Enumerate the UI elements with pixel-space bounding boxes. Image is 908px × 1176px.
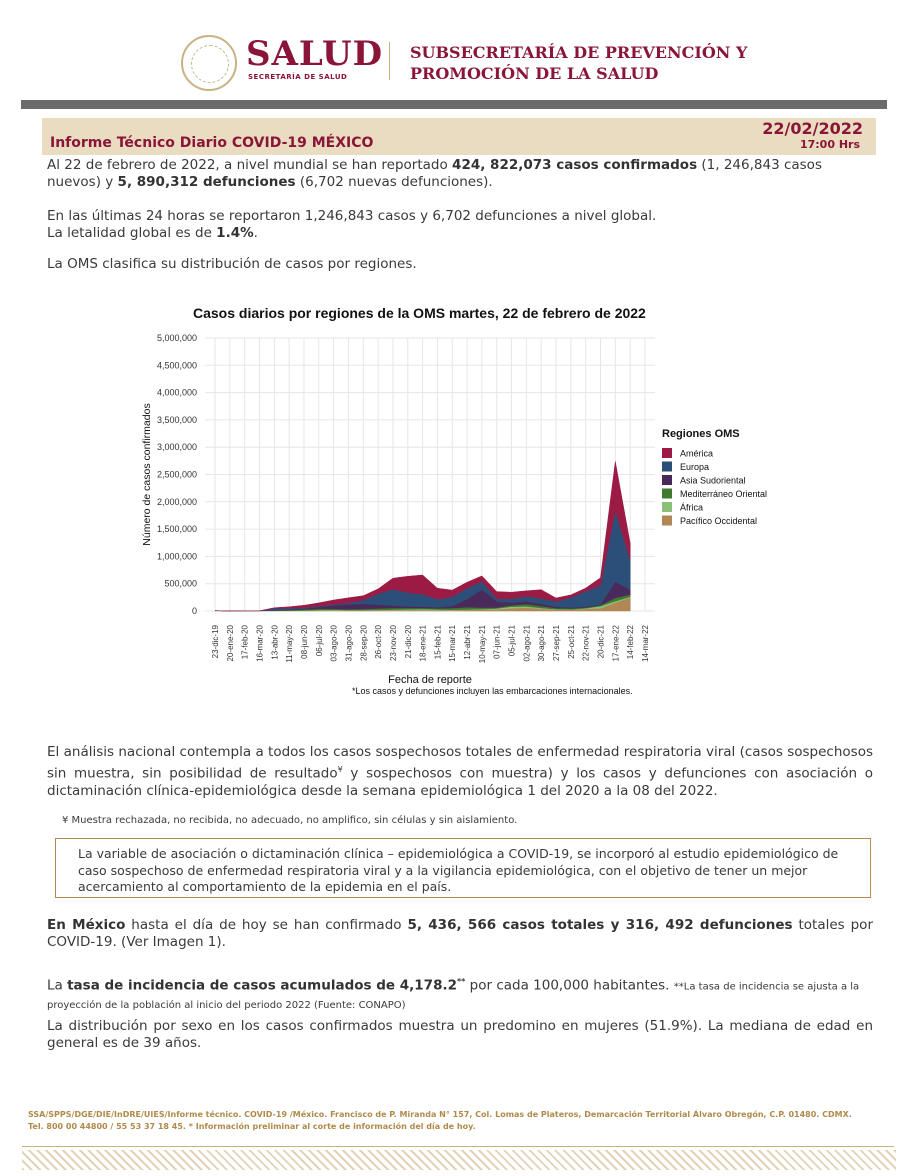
- x-tick-label: 14-mar-22: [641, 625, 650, 662]
- x-tick-label: 15-feb-21: [433, 625, 443, 660]
- legend-swatch: [662, 475, 672, 485]
- header-bar: [21, 100, 887, 109]
- national-analysis-paragraph: El análisis nacional contempla a todos los casos sospechosos totales de enfermedad respiratoria viral (casos sospechosos sin muestra, sin posibilidad de resultado¥ y sospechosos con muestra) y los casos y defunciones con asociación o dictaminación clínica-epidemiológica desde la semana epidemiológica 1 del 2020 a la 08 del 2022.: [47, 744, 874, 799]
- incidence-rate-paragraph: La tasa de incidencia de casos acumulados de 4,178.2** por cada 100,000 habitantes. **La tasa de incidencia se ajusta a la proyección de la población al inicio del periodo 2022 (Fuente: CONAPO): [47, 977, 860, 1011]
- brand-subtitle: SECRETARÍA DE SALUD: [248, 73, 348, 81]
- oms-regions-paragraph: La OMS clasifica su distribución de casos por regiones.: [47, 256, 417, 272]
- x-tick-label: 20-ene-20: [225, 625, 235, 662]
- x-tick-label: 05-jul-21: [507, 625, 517, 657]
- page-footer: [28, 1109, 852, 1133]
- subsecretaria-line-2: PROMOCIÓN DE LA SALUD: [410, 64, 659, 83]
- x-tick-label: 13-abr-20: [270, 625, 280, 660]
- x-tick-label: 27-sep-21: [552, 625, 562, 662]
- mexico-totals-paragraph: En México hasta el día de hoy se han confirmado 5, 436, 566 casos totales y 316, 492 defunciones totales por COVID-19. (Ver Imagen 1).: [47, 917, 873, 950]
- sex-distribution-paragraph: La distribución por sexo en los casos confirmados muestra un predomino en mujeres (51.9%). La mediana de edad en general es de 39 años.: [47, 1018, 873, 1051]
- y-tick-label: 2,000,000: [156, 496, 197, 507]
- y-tick-label: 1,500,000: [156, 524, 197, 535]
- y-tick-label: 0: [191, 606, 197, 616]
- subsecretaria-title: [410, 42, 747, 84]
- footer-line-2: Tel. 800 00 44800 / 55 53 37 18 45. * Información preliminar al corte de información del día de hoy.: [28, 1122, 476, 1131]
- x-tick-label: 30-ago-21: [537, 625, 547, 662]
- x-tick-label: 14-feb-22: [626, 625, 636, 660]
- x-tick-label: 06-jul-20: [314, 625, 324, 657]
- legend-label: Asia Sudoriental: [680, 475, 746, 486]
- x-tick-label: 20-dic-21: [596, 625, 606, 659]
- clinical-association-box: [55, 838, 871, 898]
- global-summary-paragraph: Al 22 de febrero de 2022, a nivel mundial se han reportado 424, 822,073 casos confirmados (1, 246,843 casos nuevos) y 5, 890,312 defunciones (6,702 nuevas defunciones).: [47, 157, 822, 190]
- x-tick-label: 18-ene-21: [418, 625, 428, 662]
- x-tick-label: 21-dic-20: [403, 625, 413, 659]
- y-tick-label: 2,500,000: [156, 469, 197, 480]
- x-tick-label: 16-mar-20: [255, 625, 265, 662]
- y-tick-label: 500,000: [164, 578, 197, 589]
- y-tick-label: 5,000,000: [156, 333, 197, 343]
- y-tick-label: 1,000,000: [156, 551, 197, 562]
- chart-note: *Los casos y defunciones incluyen las embarcaciones internacionales.: [352, 686, 633, 696]
- chart-title: Casos diarios por regiones de la OMS martes, 22 de febrero de 2022: [193, 305, 646, 321]
- legend-swatch: [662, 489, 672, 499]
- x-tick-label: 17-feb-20: [240, 625, 250, 660]
- x-tick-label: 03-ago-20: [329, 625, 339, 662]
- x-tick-label: 17-ene-22: [611, 625, 621, 662]
- footer-decorative-pattern: [22, 1150, 896, 1170]
- clinical-association-text: La variable de asociación o dictaminación clínica – epidemiológica a COVID-19, se incorporó al estudio epidemiológico de caso sospechoso de enfermedad respiratoria viral y a la vigilancia epidemiológica, con el objetivo de tener un mejor acercamiento al comportamiento de la epidemia en el país.: [78, 846, 839, 894]
- header-divider: [389, 42, 390, 80]
- page-header: [0, 0, 908, 100]
- y-axis-title: Número de casos confirmados: [141, 403, 153, 546]
- legend-swatch: [662, 448, 672, 458]
- x-tick-label: 28-sep-20: [359, 625, 369, 662]
- report-title: Informe Técnico Diario COVID-19 MÉXICO: [50, 135, 374, 151]
- coat-of-arms-seal-icon: [181, 35, 237, 91]
- y-tick-label: 4,500,000: [156, 360, 197, 371]
- x-tick-label: 23-nov-20: [388, 625, 398, 662]
- footer-rule: [22, 1146, 894, 1147]
- sample-footnote: ¥ Muestra rechazada, no recibida, no adecuado, no amplifico, sin células y sin aislamiento.: [62, 815, 518, 826]
- legend-label: Europa: [680, 462, 710, 472]
- lethality-paragraph: La letalidad global es de 1.4%.: [47, 225, 258, 241]
- y-tick-label: 3,500,000: [156, 414, 197, 425]
- x-tick-label: 23-dic-19: [211, 625, 220, 659]
- x-tick-label: 11-may-20: [285, 625, 295, 663]
- y-tick-label: 4,000,000: [156, 387, 197, 398]
- x-tick-label: 15-mar-21: [448, 625, 458, 662]
- subsecretaria-line-1: SUBSECRETARÍA DE PREVENCIÓN Y: [410, 43, 748, 62]
- report-time: 17:00 Hrs: [799, 138, 860, 151]
- x-tick-label: 08-jun-20: [299, 625, 309, 659]
- x-tick-label: 31-ago-20: [344, 625, 354, 662]
- legend-title: Regiones OMS: [662, 428, 740, 440]
- legend-label: África: [680, 502, 704, 513]
- legend-label: Mediterráneo Oriental: [680, 489, 768, 499]
- brand-logo-text: SALUD: [246, 34, 384, 74]
- footer-line-1: SSA/SPPS/DGE/DIE/InDRE/UIES/Informe técnico. COVID-19 /México. Francisco de P. Miranda N° 157, Col. Lomas de Plateros, Demarcación Territorial Álvaro Obregón, C.P. 01480. CDMX.: [28, 1110, 852, 1119]
- x-tick-label: 22-nov-21: [581, 625, 591, 662]
- last-24h-paragraph: En las últimas 24 horas se reportaron 1,246,843 casos y 6,702 defunciones a nivel global.: [47, 208, 657, 224]
- legend-label: América: [680, 448, 714, 459]
- x-tick-label: 02-ago-21: [522, 625, 532, 662]
- x-axis-title: Fecha de reporte: [388, 674, 472, 685]
- x-tick-label: 25-oct-21: [566, 625, 576, 659]
- x-tick-label: 07-jun-21: [492, 625, 502, 659]
- report-date: 22/02/2022: [762, 119, 863, 138]
- x-tick-label: 10-may-21: [477, 625, 487, 664]
- x-tick-label: 12-abr-21: [463, 625, 473, 660]
- x-tick-label: 26-oct-20: [374, 625, 384, 659]
- legend-swatch: [662, 516, 672, 526]
- oms-regions-chart: [135, 300, 785, 710]
- y-tick-label: 3,000,000: [156, 442, 197, 453]
- legend-label: Pacífico Occidental: [680, 516, 758, 526]
- chart-svg: [135, 300, 785, 685]
- legend-swatch: [662, 462, 672, 472]
- legend-swatch: [662, 502, 672, 512]
